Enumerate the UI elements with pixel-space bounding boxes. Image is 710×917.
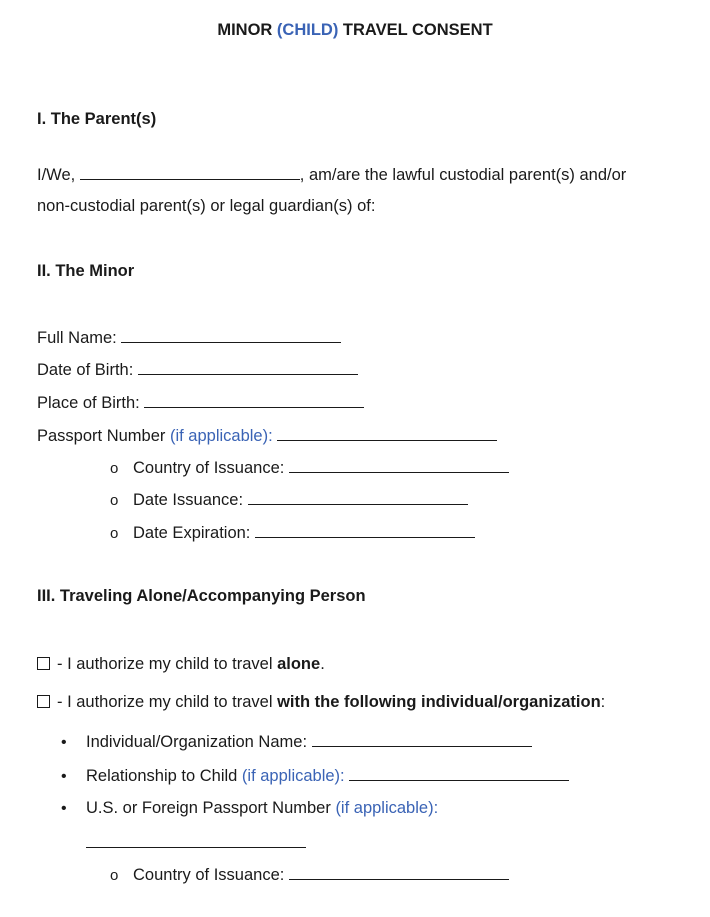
opt2-end: :: [600, 693, 606, 711]
parent-line-1: [37, 164, 626, 185]
opt1-end: .: [320, 655, 325, 673]
relationship-field[interactable]: [349, 765, 569, 781]
date-expiration-label: Date Expiration:: [133, 524, 255, 542]
companion-country-field[interactable]: [289, 864, 509, 880]
title-text-1: MINOR: [217, 21, 277, 39]
relationship-label: Relationship to Child: [86, 767, 242, 785]
relationship-row: [61, 765, 569, 786]
title-text-child: (CHILD): [276, 21, 339, 39]
companion-passport-field[interactable]: [86, 832, 306, 848]
parent-suffix: , am/are the lawful custodial parent(s) and/or: [299, 166, 627, 184]
travel-with-option: [37, 693, 605, 712]
section-3-heading: III. Traveling Alone/Accompanying Person: [37, 587, 366, 605]
full-name-label: Full Name:: [37, 329, 122, 347]
date-expiration-row: [110, 522, 475, 543]
dob-label: Date of Birth:: [37, 361, 138, 379]
dot-bullet-icon: •: [61, 800, 67, 817]
companion-country-label: Country of Issuance:: [133, 866, 289, 884]
companion-passport-note: (if applicable):: [335, 799, 439, 817]
opt2-bold: with the following individual/organization: [277, 693, 601, 711]
minor-country-label: Country of Issuance:: [133, 459, 289, 477]
date-issuance-field[interactable]: [248, 489, 468, 505]
pob-label: Place of Birth:: [37, 394, 145, 412]
opt2-prefix: - I authorize my child to travel: [57, 693, 278, 711]
org-name-field[interactable]: [312, 731, 532, 747]
companion-passport-field-row: [86, 832, 306, 853]
companion-country-row: [110, 864, 509, 885]
relationship-note: (if applicable):: [241, 767, 345, 785]
parent-name-field[interactable]: [80, 164, 300, 180]
parent-prefix: I/We,: [37, 166, 80, 184]
full-name-row: [37, 327, 341, 348]
companion-passport-row: [61, 799, 438, 818]
minor-country-field[interactable]: [289, 457, 509, 473]
pob-field[interactable]: [144, 392, 364, 408]
circle-bullet-icon: o: [110, 460, 119, 477]
pob-row: [37, 392, 364, 413]
companion-passport-label: U.S. or Foreign Passport Number: [86, 799, 336, 817]
opt1-bold: alone: [277, 655, 321, 673]
circle-bullet-icon: o: [110, 867, 119, 884]
full-name-field[interactable]: [121, 327, 341, 343]
opt1-prefix: - I authorize my child to travel: [57, 655, 278, 673]
org-name-row: [61, 731, 532, 752]
minor-country-row: [110, 457, 509, 478]
document-title: [0, 21, 710, 40]
travel-alone-option: [37, 655, 325, 674]
org-name-label: Individual/Organization Name:: [86, 733, 312, 751]
title-text-3: TRAVEL CONSENT: [338, 21, 493, 39]
dob-field[interactable]: [138, 359, 358, 375]
dot-bullet-icon: •: [61, 768, 67, 785]
passport-note: (if applicable):: [169, 427, 273, 445]
section-2-heading: II. The Minor: [37, 262, 135, 280]
date-expiration-field[interactable]: [255, 522, 475, 538]
travel-with-checkbox[interactable]: [37, 695, 50, 708]
circle-bullet-icon: o: [110, 525, 119, 542]
parent-line-2: non-custodial parent(s) or legal guardian(s) of:: [37, 197, 376, 215]
date-issuance-row: [110, 489, 468, 510]
passport-row: [37, 425, 497, 446]
passport-label: Passport Number: [37, 427, 170, 445]
travel-alone-checkbox[interactable]: [37, 657, 50, 670]
date-issuance-label: Date Issuance:: [133, 491, 248, 509]
circle-bullet-icon: o: [110, 492, 119, 509]
dob-row: [37, 359, 358, 380]
section-1-heading: I. The Parent(s): [37, 110, 157, 128]
dot-bullet-icon: •: [61, 734, 67, 751]
passport-field[interactable]: [277, 425, 497, 441]
